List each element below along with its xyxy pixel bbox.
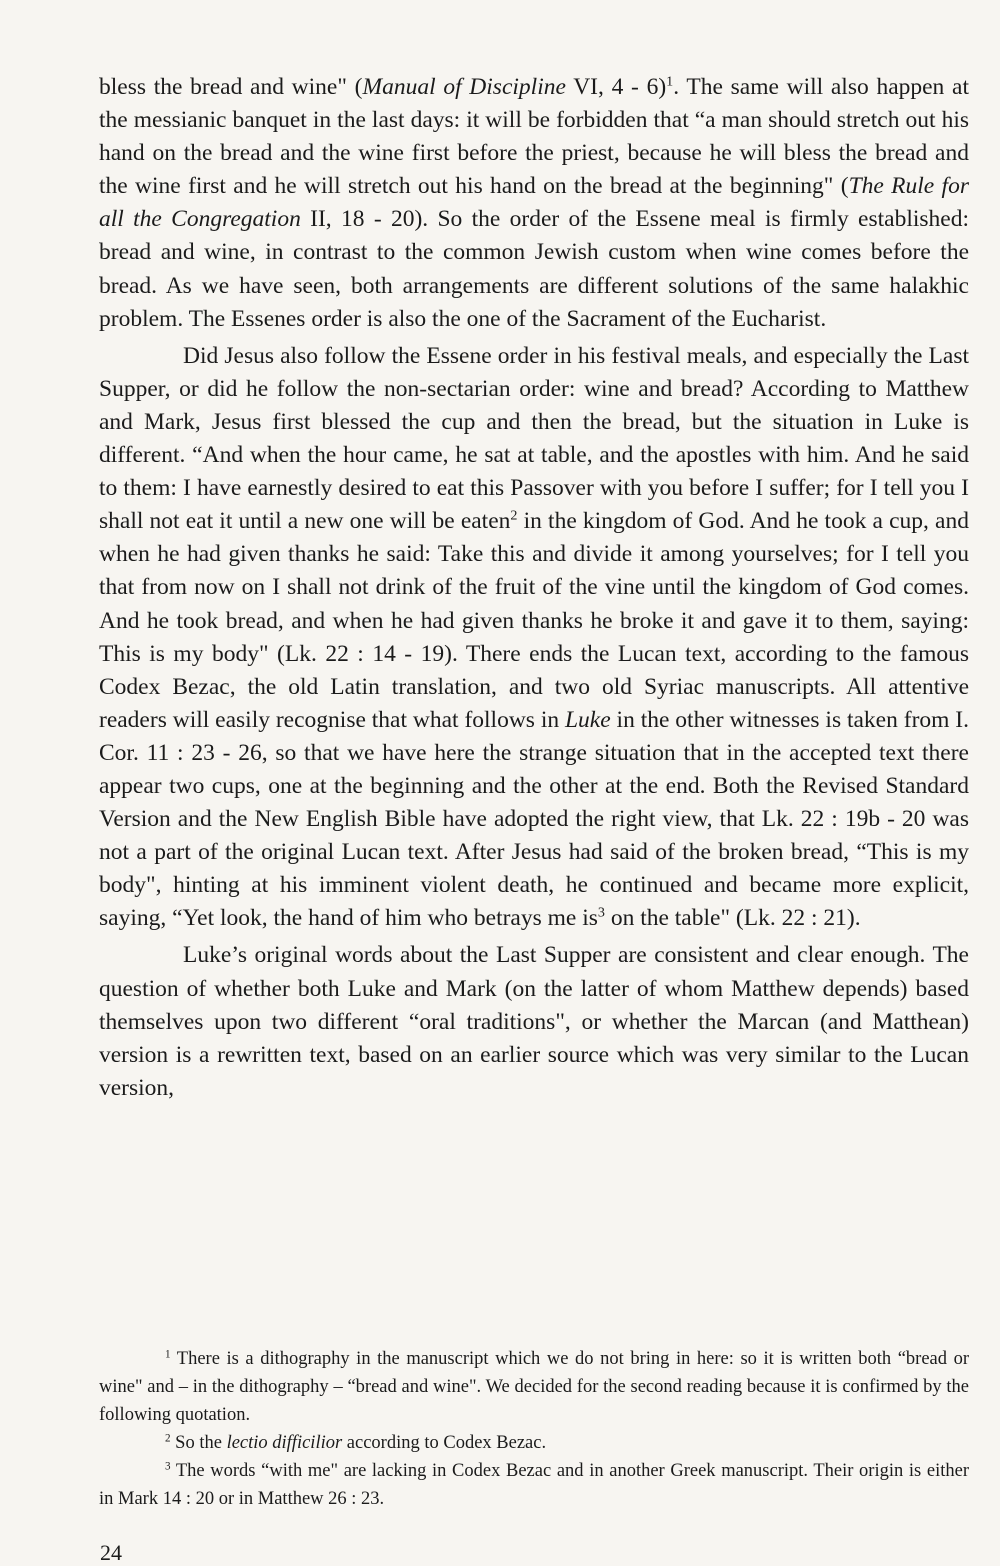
text-run: in the other witnesses is taken from I. Cor. 11 : 23 - 26, so that we have here the strange situation that in the accepted text there appear two cups, one at the beginning and the other at the end. Both the Revised Standard Version and the New English Bible have adopted the right view, that Lk. 22 : 19b - 20 was not a part of the original Lucan text. After Jesus had said of the broken bread, “This is my body", hinting at his imminent violent death, he continued and became more explicit, saying, “Yet look, the hand of him who betrays me is (99, 706, 969, 932)
paragraph (99, 939, 969, 1104)
text-run: in the kingdom of God. And he took a cup, and when he had given thanks he said: Take this and divide it among yourselves; for I tell you that from now on I shall not drink of the fruit of the vine until the kingdom of God comes. And he took bread, and when he had given thanks he broke it and gave it to them, saying: This is my body" (Lk. 22 : 14 - 19). There ends the Lucan text, according to the famous Codex Bezac, the old Latin translation, and two old Syriac manuscripts. All attentive readers will easily recognise that what follows in (99, 508, 969, 733)
paragraph (99, 340, 969, 936)
text-run: Luke’s original words about the Last Supper are consistent and clear enough. The question of whether both Luke and Mark (on the latter of whom Matthew depends) based themselves upon two different “oral traditions", or whether the Marcan (and Matthean) version is a rewritten text, based on an earlier source which was very similar to the Lucan version, (99, 942, 969, 1101)
footnote-marker: 1 (165, 1348, 171, 1361)
text-run: bless the bread and wine" ( (99, 74, 363, 100)
footnote (99, 1429, 969, 1457)
text-run: according to Codex Bezac. (342, 1433, 547, 1453)
footnote-marker: 3 (165, 1460, 171, 1473)
text-run: VI, 4 - 6) (565, 74, 667, 100)
footnote-marker: 2 (165, 1432, 171, 1445)
text-run: on the table" (Lk. 22 : 21). (604, 905, 861, 932)
italic-text: lectio difficilior (226, 1433, 343, 1453)
paragraph (99, 71, 969, 336)
footnote-marker: 3 (597, 904, 605, 921)
italic-text: Luke (564, 706, 611, 733)
footnote (99, 1345, 969, 1429)
text-run: So the (170, 1433, 227, 1453)
main-text (99, 71, 969, 1105)
footnote (99, 1457, 969, 1513)
text-run: Did Jesus also follow the Essene order in his festival meals, and especially the Last Supper, or did he follow the non-sectarian order: wine and bread? According to Matthew and Mark, Jesus first blessed the cup and then the bread, but the situation in Luke is different. “And when the hour came, he sat at table, and the apostles with him. And he said to them: I have earnestly desired to eat this Passover with you before I suffer; for I tell you I shall not eat it until a new one will be eaten (99, 342, 969, 535)
text-run: II, 18 - 20). So the order of the Essene meal is firmly established: bread and wine, in contrast to the common Jewish custom when wine comes before the bread. As we have seen, both arrangements are different solutions of the same halakhic problem. The Essenes order is also the one of the Sacrament of the Eucharist. (99, 206, 969, 332)
page-number: 24 (100, 1540, 122, 1565)
footnote-marker: 1 (666, 73, 674, 90)
footnotes (99, 1345, 969, 1513)
text-run: . The same will also happen at the messianic banquet in the last days: it will be forbidden that “a man should stretch out his hand on the bread and the wine first before the priest, because he will bless the bread and the wine first and he will stretch out his hand on the bread at the beginning" ( (99, 74, 969, 200)
text-run: The words “with me" are lacking in Codex Bezac and in another Greek manuscript. Their origin is either in Mark 14 : 20 or in Matthew 26 : 23. (99, 1461, 969, 1509)
italic-text: Manual of Discipline (362, 74, 566, 100)
footnote-marker: 2 (510, 507, 518, 524)
italic-text: The Rule for all the Congregation (99, 173, 969, 233)
text-run: There is a dithography in the manuscript which we do not bring in here: so it is written both “bread or wine" and – in the dithography – “bread and wine". We decided for the second reading because it is confirmed by the following quotation. (99, 1349, 969, 1425)
